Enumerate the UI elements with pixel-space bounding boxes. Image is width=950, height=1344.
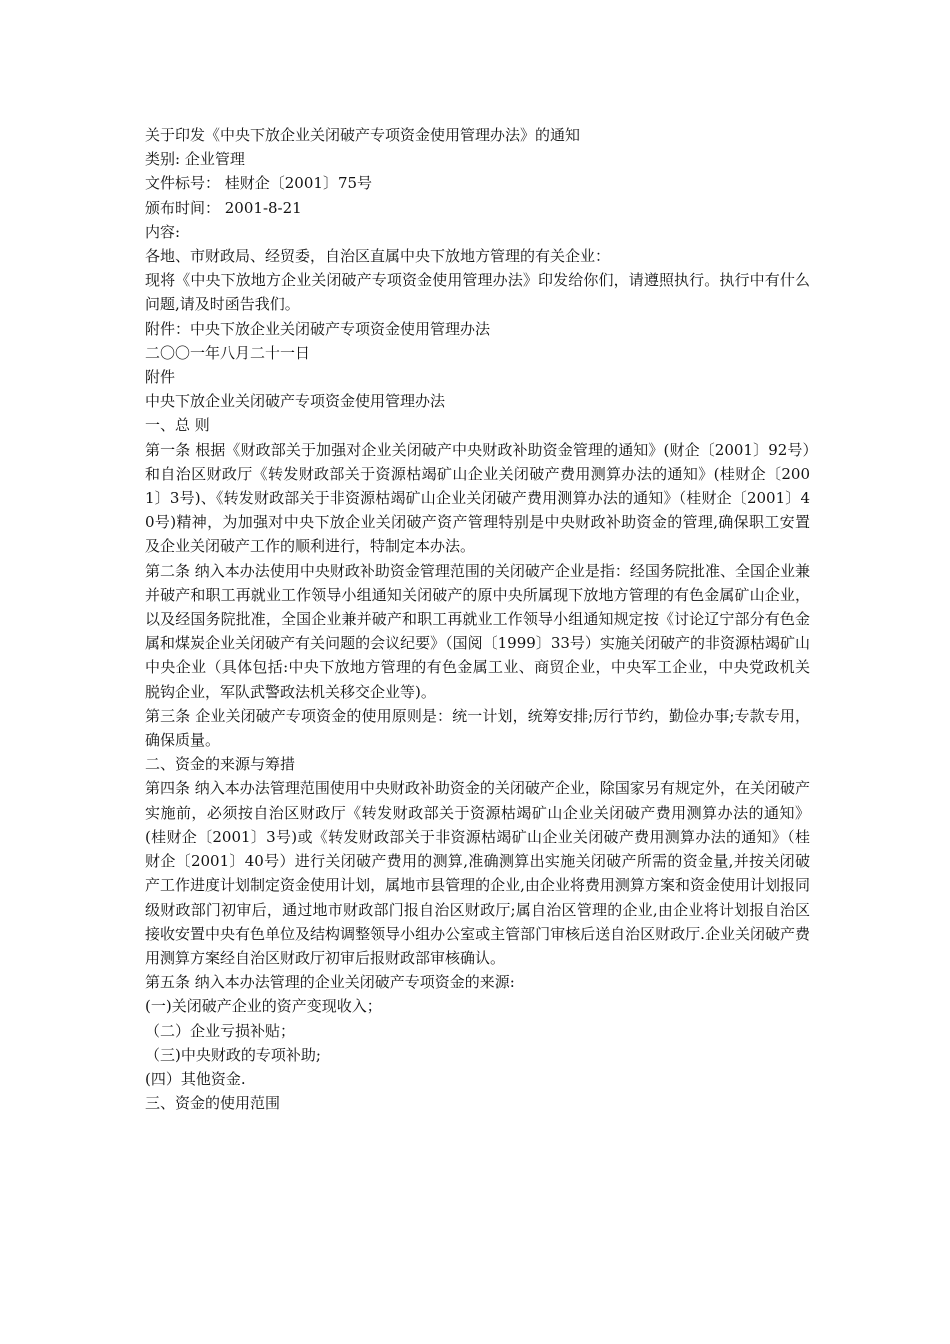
article-1: 第一条 根据《财政部关于加强对企业关闭破产中央财政补助资金管理的通知》(财企〔2001〕92号）和自治区财政厅《转发财政部关于资源枯竭矿山企业关闭破产费用测算办法的通知》(桂财企〔2001〕3号)、《转发财政部关于非资源枯竭矿山企业关闭破产费用测算办法的通知》（桂财企〔2001〕40号)精神，为加强对中央下放企业关闭破产资产管理特别是中央财政补助资金的管理,确保职工安置及企业关闭破产工作的顺利进行，特制定本办法。 <box>145 440 810 556</box>
article-3: 第三条 企业关闭破产专项资金的使用原则是：统一计划，统筹安排;厉行节约，勤俭办事;专款专用，确保质量。 <box>145 706 810 750</box>
addressee: 各地、市财政局、经贸委，自治区直属中央下放地方管理的有关企业： <box>145 247 611 266</box>
section-heading-funding-sources: 二、资金的来源与筹措 <box>145 755 296 774</box>
document-category: 类别: 企业管理 <box>145 150 245 169</box>
section-heading-usage-scope: 三、资金的使用范围 <box>145 1094 281 1113</box>
funding-source-item: （二）企业亏损补贴； <box>145 1021 296 1040</box>
funding-source-item: (四）其他资金. <box>145 1069 246 1088</box>
appendix-title: 中央下放企业关闭破产专项资金使用管理办法 <box>145 392 446 411</box>
article-4: 第四条 纳入本办法管理范围使用中央财政补助资金的关闭破产企业，除国家另有规定外，在关闭破产实施前，必须按自治区财政厅《转发财政部关于资源枯竭矿山企业关闭破产费用测算办法的通知》(桂财企〔2001〕3号)或《转发财政部关于非资源枯竭矿山企业关闭破产费用测算办法的通知》（桂财企〔2001〕40号）进行关闭破产费用的测算,准确测算出实施关闭破产所需的资金量,并按关闭破产工作进度计划制定资金使用计划，属地市县管理的企业,由企业将费用测算方案和资金使用计划报同级财政部门初审后，通过地市财政部门报自治区财政厅;属自治区管理的企业,由企业将计划报自治区接收安置中央有色单位及结构调整领导小组办公室或主管部门审核后送自治区财政厅.企业关闭破产费用测算方案经自治区财政厅初审后报财政部审核确认。 <box>145 779 810 967</box>
attachment-label: 附件：中央下放企业关闭破产专项资金使用管理办法 <box>145 319 491 338</box>
issue-date: 颁布时间： 2001-8-21 <box>145 198 302 217</box>
content-label: 内容: <box>145 222 181 241</box>
funding-source-item: (一)关闭破产企业的资产变现收入； <box>145 997 382 1016</box>
issue-date-chinese: 二〇〇一年八月二十一日 <box>145 343 311 362</box>
article-2: 第二条 纳入本办法使用中央财政补助资金管理范围的关闭破产企业是指：经国务院批准、全国企业兼并破产和职工再就业工作领导小组通知关闭破产的原中央所属现下放地方管理的有色金属矿山企业，以及经国务院批准，全国企业兼并破产和职工再就业工作领导小组通知规定按《讨论辽宁部分有色金属和煤炭企业关闭破产有关问题的会议纪要》（国阅〔1999〕33号）实施关闭破产的非资源枯竭矿山中央企业（具体包括:中央下放地方管理的有色金属工业、商贸企业，中央军工企业，中央党政机关脱钩企业，军队武警政法机关移交企业等)。 <box>145 561 810 701</box>
document-number: 文件标号： 桂财企〔2001〕75号 <box>145 174 373 193</box>
funding-source-item: （三)中央财政的专项补助; <box>145 1045 321 1064</box>
article-5: 第五条 纳入本办法管理的企业关闭破产专项资金的来源: <box>145 973 515 992</box>
notice-body: 现将《中央下放地方企业关闭破产专项资金使用管理办法》印发给你们，请遵照执行。执行中有什么问题,请及时函告我们。 <box>145 271 810 314</box>
appendix-label: 附件 <box>145 368 176 387</box>
section-heading-general: 一、总 则 <box>145 416 210 435</box>
document-title: 关于印发《中央下放企业关闭破产专项资金使用管理办法》的通知 <box>145 126 581 144</box>
document-body <box>145 123 810 1115</box>
